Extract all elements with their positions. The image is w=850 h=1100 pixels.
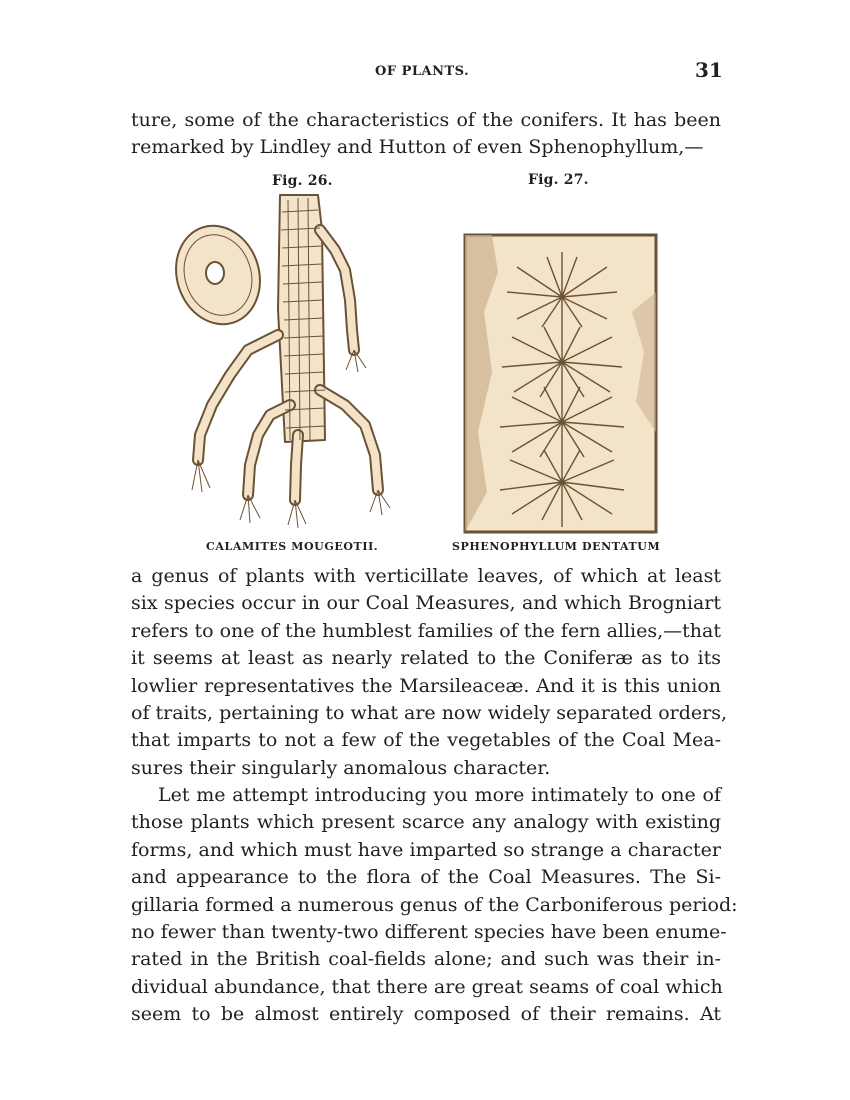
text-line: of traits, pertaining to what are now widely separated orders, <box>131 702 728 725</box>
text-line: refers to one of the humblest families of the fern allies,—that <box>131 619 721 642</box>
figure-27-label: Fig. 27. <box>528 172 589 188</box>
figure-26-caption: CALAMITES MOUGEOTII. <box>206 540 379 553</box>
text-line: dividual abundance, that there are great seams of coal which <box>131 975 723 998</box>
text-line: it seems at least as nearly related to the Coniferæ as to its <box>131 647 721 670</box>
text-line: Let me attempt introducing you more intimately to one of <box>158 784 721 806</box>
text-line: no fewer than twenty-two different species have been enume- <box>131 921 727 944</box>
text-line: remarked by Lindley and Hutton of even Sphenophyllum,— <box>131 136 704 159</box>
top-text <box>131 107 721 162</box>
text-line: and appearance to the flora of the Coal Measures. The Si- <box>131 866 721 889</box>
figure-26-label: Fig. 26. <box>272 173 333 189</box>
text-line: forms, and which must have imparted so strange a character <box>131 838 721 861</box>
text-line: lowlier representatives the Marsileaceæ. And it is this union <box>131 674 721 697</box>
paragraph-2 <box>131 782 738 1029</box>
figure-26-calamites-engraving <box>170 190 405 535</box>
paragraph-1 <box>131 563 728 782</box>
text-line: gillaria formed a numerous genus of the Carboniferous period: <box>131 893 738 916</box>
running-head: OF PLANTS. <box>375 64 470 79</box>
text-line: a genus of plants with verticillate leaves, of which at least <box>131 565 721 587</box>
page-number: 31 <box>695 58 723 82</box>
text-line: those plants which present scarce any analogy with existing <box>131 811 721 834</box>
text-line: sures their singularly anomalous character. <box>131 756 551 779</box>
figure-27-caption: SPHENOPHYLLUM DENTATUM <box>452 540 661 553</box>
text-line: six species occur in our Coal Measures, and which Brogniart <box>131 592 721 615</box>
text-line: rated in the British coal-fields alone; and such was their in- <box>131 948 721 971</box>
figure-27-sphenophyllum-engraving <box>462 232 660 537</box>
text-line: that imparts to not a few of the vegetables of the Coal Mea- <box>131 729 721 752</box>
text-line: ture, some of the characteristics of the conifers. It has been <box>131 109 721 131</box>
text-line: seem to be almost entirely composed of their remains. At <box>131 1003 721 1026</box>
